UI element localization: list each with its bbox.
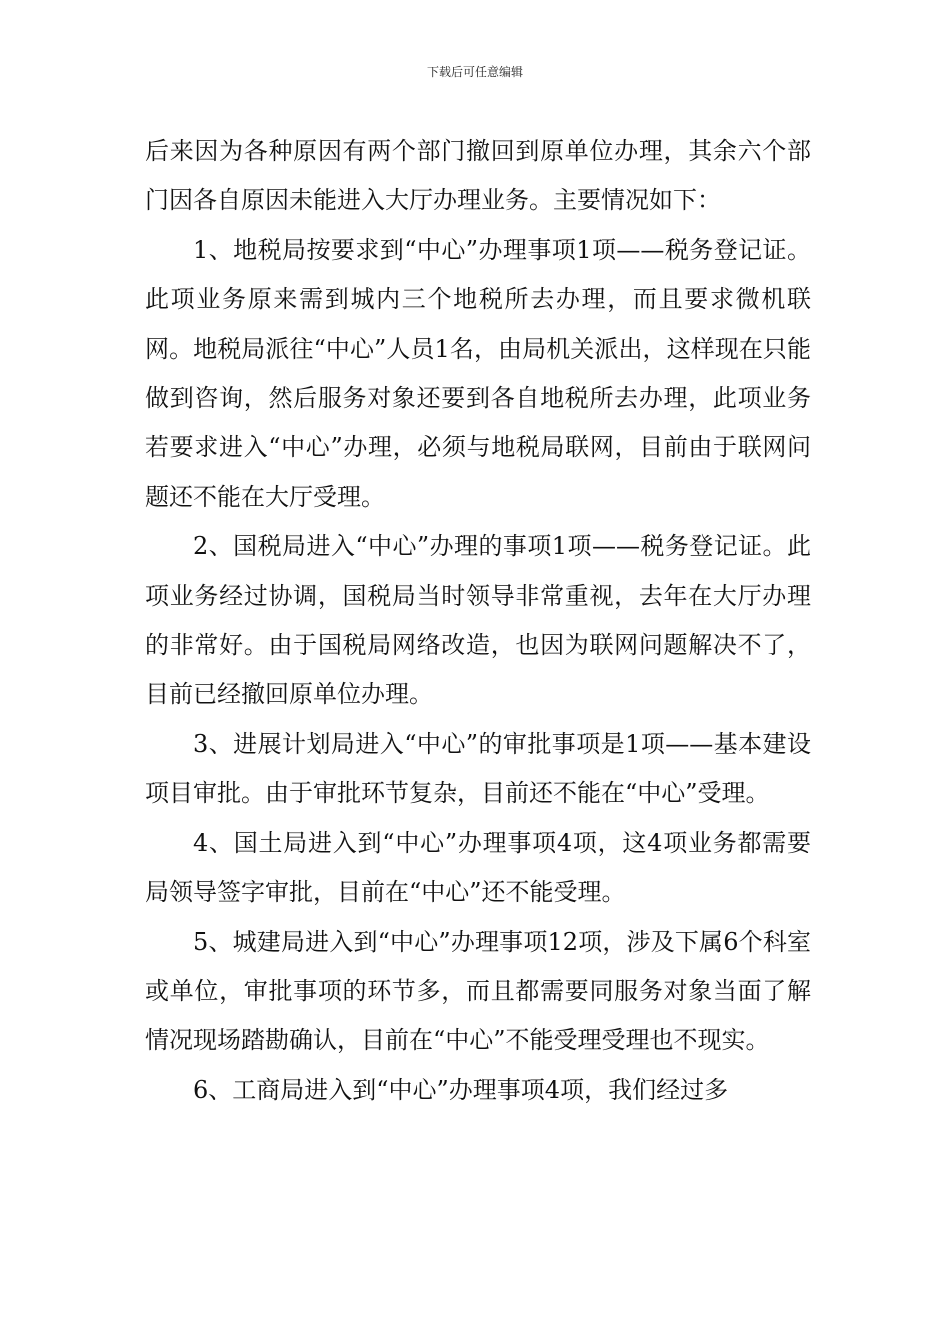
paragraph-item-3: 3、进展计划局进入“中心”的审批事项是1项——基本建设项目审批。由于审批环节复杂，目前还不能在“中心”受理。 bbox=[145, 729, 811, 808]
paragraph-item-6: 6、工商局进入到“中心”办理事项4项，我们经过多 bbox=[193, 1075, 729, 1104]
paragraph-intro: 后来因为各种原因有两个部门撤回到原单位办理，其余六个部门因各自原因未能进入大厅办理业务。主要情况如下： bbox=[145, 137, 811, 215]
document-body bbox=[145, 127, 811, 1115]
paragraph-item-1: 1、地税局按要求到“中心”办理事项1项——税务登记证。此项业务原来需到城内三个地税所去办理，而且要求微机联网。地税局派往“中心”人员1名，由局机关派出，这样现在只能做到咨询，然后服务对象还要到各自地税所去办理，此项业务若要求进入“中心”办理，必须与地税局联网，目前由于联网问题还不能在大厅受理。 bbox=[145, 235, 811, 511]
page-header-note: 下载后可任意编辑 bbox=[426, 65, 523, 79]
paragraph-item-2: 2、国税局进入“中心”办理的事项1项——税务登记证。此项业务经过协调，国税局当时领导非常重视，去年在大厅办理的非常好。由于国税局网络改造，也因为联网问题解决不了，目前已经撤回原单位办理。 bbox=[145, 532, 811, 709]
paragraph-item-4: 4、国土局进入到“中心”办理事项4项，这4项业务都需要局领导签字审批，目前在“中心”还不能受理。 bbox=[145, 828, 811, 907]
paragraph-item-5: 5、城建局进入到“中心”办理事项12项，涉及下属6个科室或单位，审批事项的环节多，而且都需要同服务对象当面了解情况现场踏勘确认，目前在“中心”不能受理受理也不现实。 bbox=[145, 927, 811, 1055]
